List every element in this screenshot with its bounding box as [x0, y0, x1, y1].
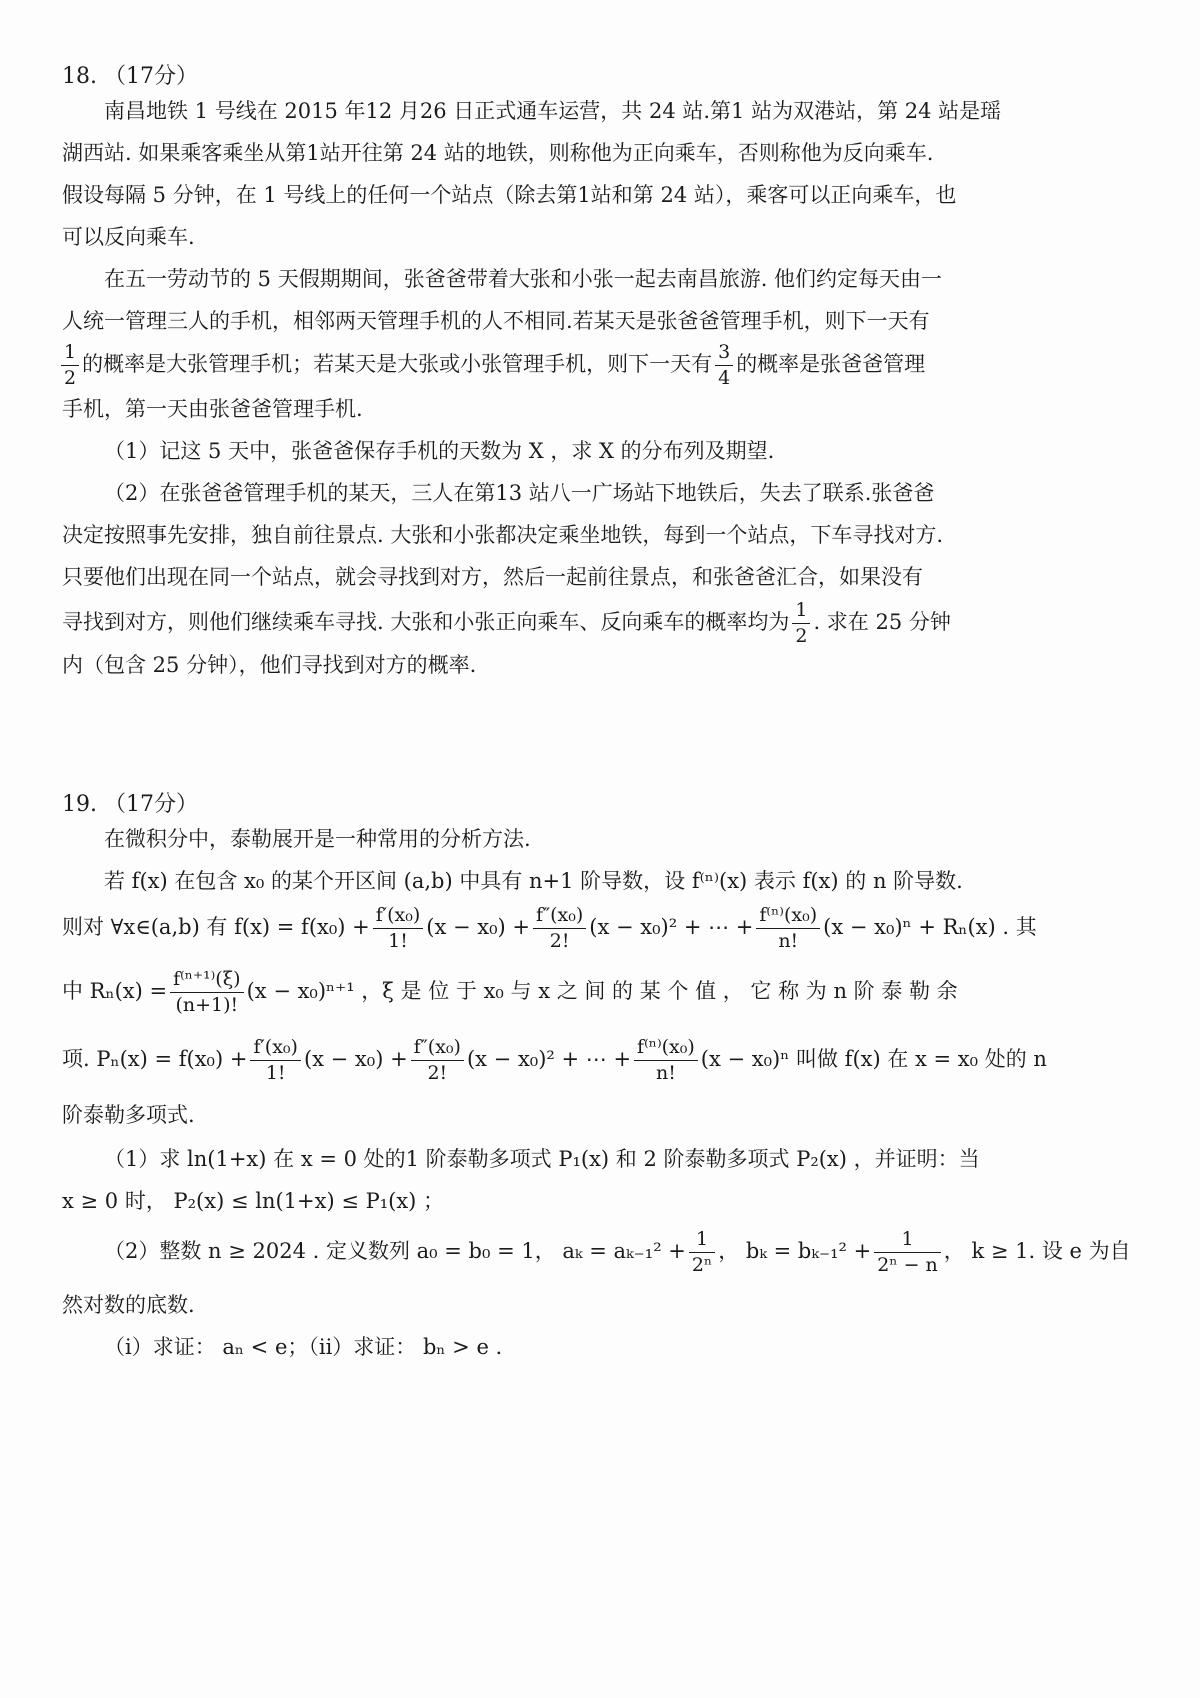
q19-sub2-line2: 然对数的底数. — [62, 1293, 195, 1317]
q19-header: 19. （17分） — [62, 792, 198, 817]
q19-intro: 在微积分中，泰勒展开是一种常用的分析方法. — [104, 827, 531, 851]
q18-sub1: （1）记这 5 天中，张爸爸保存手机的天数为 X ，求 X 的分布列及期望. — [104, 439, 775, 463]
fraction-b-term: $\frac{1}{\text{2ⁿ − n}}$ — [874, 1230, 941, 1275]
fraction-one-half: $\frac{1}{2}$ — [61, 343, 79, 388]
fraction-one-half-2: $\frac{1}{2}$ — [792, 601, 810, 646]
q19-sub2-line1: （2）整数 n ≥ 2024 . 定义数列 a₀ = b₀ = 1， aₖ = aₖ₋₁² + $\frac{1}{\text{2ⁿ}}$ ， bₖ = bₖ₋₁² + $\frac{1}{\text{2ⁿ − n}}$ ， k ≥ 1. 设 e 为自 — [104, 1228, 1131, 1276]
q19-sub1-line2: x ≥ 0 时， P₂(x) ≤ ln(1+x) ≤ P₁(x) ； — [62, 1189, 445, 1213]
fraction-three-quarters: $\frac{3}{4}$ — [715, 343, 733, 388]
fraction-first-derivative-2: $\frac{\text{f′(x₀)}}{1!}$ — [250, 1038, 301, 1083]
q18-para2-line3: $\frac{1}{2}$ 的概率是大张管理手机；若某天是大张或小张管理手机，则下一天有 $\frac{3}{4}$ 的概率是张爸爸管理 — [58, 340, 925, 388]
q19-line5: 项. Pₙ(x) = f(x₀) + $\frac{\text{f′(x₀)}}{1!}$ (x − x₀) + $\frac{\text{f″(x₀)}}{2!}$ (x − x₀)² + ⋯ + $\frac{\text{f⁽ⁿ⁾(x₀)}}{n!}$ (x − x₀)ⁿ 叫做 f(x) 在 x = x₀ 处的 n — [62, 1036, 1047, 1084]
q19-sub1-line1: （1）求 ln(1+x) 在 x = 0 处的1 阶泰勒多项式 P₁(x) 和 2 阶泰勒多项式 P₂(x) ，并证明：当 — [104, 1147, 980, 1171]
q18-sub2-line1: （2）在张爸爸管理手机的某天，三人在第13 站八一广场站下地铁后，失去了联系.张爸爸 — [104, 481, 935, 505]
q18-sub2-line2: 决定按照事先安排，独自前往景点. 大张和小张都决定乘坐地铁，每到一个站点，下车寻找对方. — [62, 523, 944, 547]
fraction-remainder: $\frac{\text{f⁽ⁿ⁺¹⁾(ξ)}}{(n+1)!}$ — [170, 970, 244, 1015]
fraction-first-derivative: $\frac{\text{f′(x₀)}}{1!}$ — [373, 906, 424, 951]
q18-para1-line2: 湖西站. 如果乘客乘坐从第1站开往第 24 站的地铁，则称他为正向乘车，否则称他为反向乘车. — [62, 141, 934, 165]
fraction-a-term: $\frac{1}{\text{2ⁿ}}$ — [689, 1230, 715, 1275]
fraction-second-derivative-2: $\frac{\text{f″(x₀)}}{2!}$ — [411, 1038, 464, 1083]
q19-line2: 若 f(x) 在包含 x₀ 的某个开区间 (a,b) 中具有 n+1 阶导数，设 f⁽ⁿ⁾(x) 表示 f(x) 的 n 阶导数. — [104, 869, 963, 893]
q19-line3: 则对 ∀x∈(a,b) 有 f(x) = f(x₀) + $\frac{\text{f′(x₀)}}{1!}$ (x − x₀) + $\frac{\text{f″(x₀)}}{2!}$ (x − x₀)² + ⋯ + $\frac{\text{f⁽ⁿ⁾(x₀)}}{n!}$ (x − x₀)ⁿ + Rₙ(x) . 其 — [62, 904, 1037, 952]
q18-sub2-line4: 寻找到对方，则他们继续乘车寻找. 大张和小张正向乘车、反向乘车的概率均为 $\frac{1}{2}$ . 求在 25 分钟 — [62, 599, 951, 647]
q18-para2-line1: 在五一劳动节的 5 天假期期间，张爸爸带着大张和小张一起去南昌旅游. 他们约定每天由一 — [104, 267, 943, 291]
q19-sub2-line3: （i）求证： aₙ < e；（ii）求证： bₙ > e . — [104, 1335, 503, 1359]
q19-line6: 阶泰勒多项式. — [62, 1103, 195, 1127]
q18-para1-line1: 南昌地铁 1 号线在 2015 年12 月26 日正式通车运营，共 24 站.第1 站为双港站，第 24 站是瑶 — [104, 99, 1002, 123]
q18-header: 18. （17分） — [62, 64, 198, 89]
q19-line4: 中 Rₙ(x) = $\frac{\text{f⁽ⁿ⁺¹⁾(ξ)}}{(n+1)!}$ (x − x₀)ⁿ⁺¹ ，ξ 是 位 于 x₀ 与 x 之 间 的 某 个 值 ， 它 称 为 n 阶 泰 勒 余 — [62, 968, 958, 1016]
q18-sub2-line5: 内（包含 25 分钟），他们寻找到对方的概率. — [62, 653, 477, 677]
fraction-nth-derivative: $\frac{\text{f⁽ⁿ⁾(x₀)}}{n!}$ — [756, 906, 820, 951]
fraction-nth-derivative-2: $\frac{\text{f⁽ⁿ⁾(x₀)}}{n!}$ — [634, 1038, 698, 1083]
q18-para1-line3: 假设每隔 5 分钟，在 1 号线上的任何一个站点（除去第1站和第 24 站），乘客可以正向乘车，也 — [62, 183, 957, 207]
q18-para1-line4: 可以反向乘车. — [62, 225, 195, 249]
q18-para2-line4: 手机，第一天由张爸爸管理手机. — [62, 397, 363, 421]
q18-sub2-line3: 只要他们出现在同一个站点，就会寻找到对方，然后一起前往景点，和张爸爸汇合，如果没有 — [62, 565, 923, 589]
fraction-second-derivative: $\frac{\text{f″(x₀)}}{2!}$ — [533, 906, 586, 951]
q18-para2-line2: 人统一管理三人的手机，相邻两天管理手机的人不相同.若某天是张爸爸管理手机，则下一天有 — [62, 309, 930, 333]
